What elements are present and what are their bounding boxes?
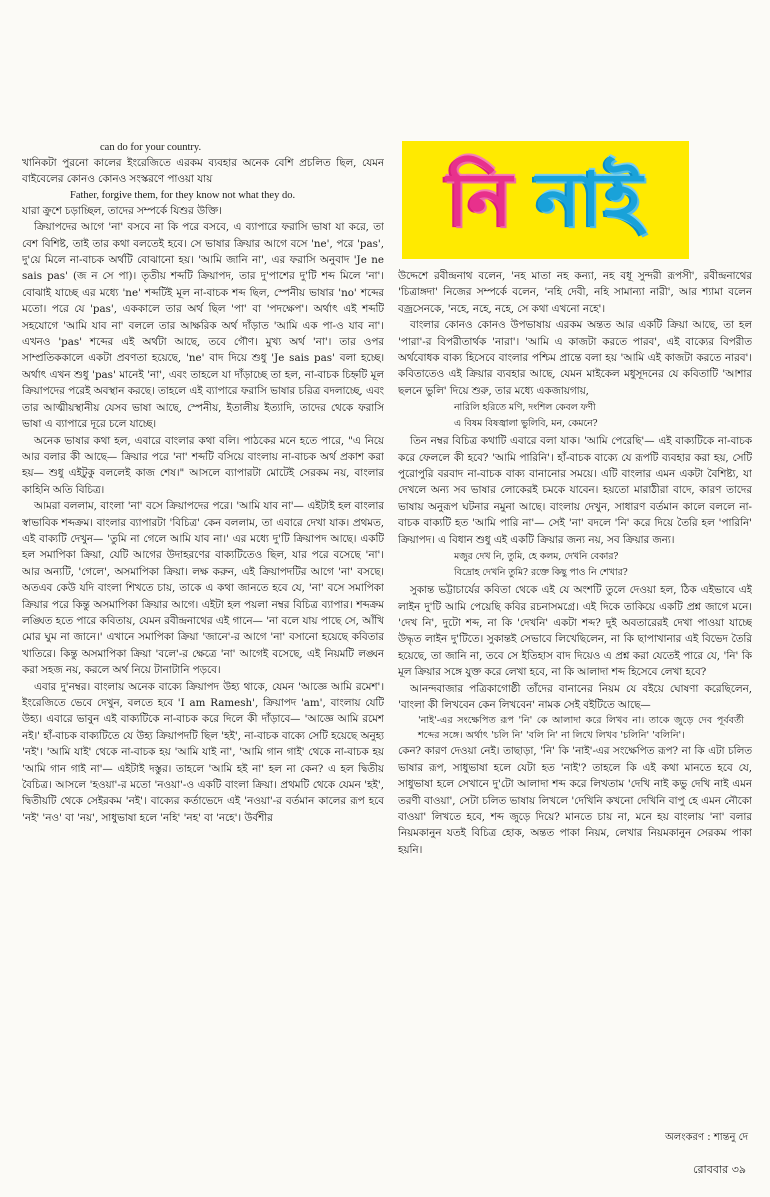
left-column xyxy=(22,140,384,1140)
paragraph: তিন নম্বর বিচিত্র কথাটি এবারে বলা যাক। 'আমি পেরেছি'— এই বাক্যটিকে না-বাচক করে ফেললে কী হবে? 'আমি পারিনি'। হাঁ-বাচক বাক্যে যে রূপটি ব্যবহার করা হয়, সেটি পুরোপুরি বরবাদ না-বাচক বাক্য বানানোর সময়ে। এটি বাংলার এমন একটা বৈশিষ্ট্য, যা দেখলে অন্য সব ভাষার লোকেরই চমকে যাবেন। হয়তো মারাঠীরা বাদে, কারণ তাদের ভাষায় অনুরূপ ঘটনার নমুনা আছে। বাংলায় দেখুন, সাধারণ বর্তমান কালে বললে না-বাচক বাক্যটি হত 'আমি পারি না'— সেই 'না' বদলে 'নি' করে দিয়ে তৈরি হল 'পারিনি' ক্রিয়াপদ। এ বিধান শুধু এই একটি ক্রিয়ার জন্য নয়, সব ক্রিয়ার জন্য। xyxy=(398,435,752,546)
verse-line: বিদ্রোহ দেখনি তুমি? রক্তে কিছু পাও নি শেখার? xyxy=(454,567,628,579)
verse-line: মজুর দেখ নি, তুমি, হে কলম, দেখনি বেকার? xyxy=(454,551,619,563)
page-folio: রোববার ৩৯ xyxy=(693,1163,746,1176)
paragraph: বাংলার কোনও কোনও উপভাষায় এরকম অন্তত আর একটি ক্রিয়া আছে, তা হল 'পারা'-র বিপরীতার্থক 'নারা'। 'আমি এ কাজটা করতে পারব', এই বাক্যের বিপরীত অর্থবোধক বাক্য হিসেবে বাংলার পশ্চিম প্রান্তে বলা হয় 'আমি এই কাজটা করতে নারব'। কবিতাতেও এই ক্রিয়ার ব্যবহার আছে, যেমন মাইকেল মধুসূদনের যে কবিতাটি 'আশার ছলনে ভুলি' দিয়ে শুরু, তার মধ্যে একজায়গায়, xyxy=(398,319,752,397)
title-part-ni: নি xyxy=(446,157,515,243)
paragraph: অনেক ভাষার কথা হল, এবারে বাংলার কথা বলি। পাঠকের মনে হতে পারে, "এ নিয়ে আর বলার কী আছে— ক্রিয়ার পরে 'না' শব্দটি বসিয়ে বাংলায় না-বাচক অর্থ প্রকাশ করা হয়— শুধু এইটুকু বললেই কাজ শেষ।" আসলে ব্যাপারটা মোটেই সেরকম নয়, বাংলার কাহিনি অতি বিচিত্র। xyxy=(22,434,384,496)
paragraph: যারা ক্রুশে চড়াচ্ছিল, তাদের সম্পর্কে যিশুর উক্তি। xyxy=(22,204,222,217)
paragraph: সুকান্ত ভট্টাচার্যের কবিতা থেকে এই যে অংশটি তুলে দেওয়া হল, ঠিক এইভাবে এই লাইন দু'টি আমি পেয়েছি কবির রচনাসমগ্রে। এই দিকে তাকিয়ে একটি প্রশ্ন জাগে মনে। 'দেখ নি', দুটো শব্দ, না কি 'দেখনি' একটা শব্দ? দুই অবতারেরই দেখা পাওয়া যাচ্ছে উদ্ধৃত লাইন দু'টিতে। সুকান্তই সেভাবে লিখেছিলেন, না কি ছাপাখানার এই বিভেদ তৈরি হয়েছে, তা জানি না, তবে সে ইতিহাস বাদ দিয়েও এ প্রশ্ন করা যেতেই পারে যে, 'নি' কি মূল ক্রিয়ার সঙ্গে যুক্ত করে লেখা হবে, না কি আলাদা শব্দ হিসেবে লেখা হবে? xyxy=(398,584,752,679)
english-quote: Father, forgive them, for they know not what they do. xyxy=(70,189,296,201)
block-quote: 'নাই'-এর সংক্ষেপিত রূপ 'নি' কে আলাদা করে লিখব না। তাকে জুড়ে দেব পূর্ববর্তী শব্দের সঙ্গে। অর্থাৎ 'চলি নি' 'বলি নি' না লিখে লিখব 'চলিনি' 'বলিনি'। xyxy=(418,715,744,742)
title-banner xyxy=(402,141,689,259)
right-column xyxy=(398,268,752,1148)
verse-line: এ বিষম বিষজ্বালা ভুলিবি, মন, কেমনে? xyxy=(454,418,598,430)
paragraph: খানিকটা পুরনো কালের ইংরেজিতে এরকম ব্যবহার অনেক বেশি প্রচলিত ছিল, যেমন বাইবেলের কোনও কোনও সংস্করণে পাওয়া যায় xyxy=(22,157,384,186)
article-title xyxy=(402,141,689,259)
paragraph: ক্রিয়াপদের আগে 'না' বসবে না কি পরে বসবে, এ ব্যাপারে ফরাসি ভাষা যা করে, তা বেশ বিশিষ্ট, তাই তার কথা বলতেই হবে। সে ভাষার ক্রিয়ার আগে বসে 'ne', পরে 'pas', দু'য়ে মিলে না-বাচক অর্থটি বোঝানো হয়। 'আমি জানি না', এর ফরাসি অনুবাদ 'Je ne sais pas' (জ ন সে পা)। তৃতীয় শব্দটি ক্রিয়াপদ, তার দু'পাশের দু'টি শব্দ মিলে 'না'। বোঝাই যাচ্ছে এর মধ্যে 'ne' শব্দটিই মূল না-বাচক শব্দ ছিল, স্পেনীয় ভাষার 'no' শব্দের মতো। পরে যে 'pas', এককালে তার অর্থ ছিল 'পা' বা 'পদক্ষেপ'। অর্থাৎ এই শব্দটি সহযোগে 'আমি যাব না' বললে তার আক্ষরিক অর্থ দাঁড়াত 'আমি এক পা-ও যাব না'। এখনও 'pas' শব্দের এই অর্থটা আছে, তবে গৌণ। মুখ্য অর্থ 'না'। তার ওপর সাম্প্রতিককালে একটা প্রবণতা হয়েছে, 'ne' বাদ দিয়ে শুধু 'Je sais pas' বলা হচ্ছে। অর্থাৎ এখন শুধু 'pas' মানেই 'না', এবং তাহলে যা দাঁড়াচ্ছে তা হল, না-বাচক চিহ্নটি মূল ক্রিয়াপদের পরেই অবস্থান করছে। তাহলে এই ব্যাপারে ফরাসি ভাষার চরিত্র বদলাচ্ছে, এবং তার আত্মীয়স্থানীয় যেসব ভাষা আছে, স্পেনীয়, ইতালীয় ইত্যাদি, তাদের থেকে ফরাসি ভাষা এ ব্যাপারে দূরে চলে যাচ্ছে। xyxy=(22,221,384,431)
verse-line: নারিলি হরিতে মণি, দংশিল কেবল ফণী xyxy=(454,402,596,414)
title-part-nai: নাই xyxy=(536,157,645,243)
paragraph: আমরা বললাম, বাংলা 'না' বসে ক্রিয়াপদের পরে। 'আমি যাব না'— এইটাই হল বাংলার স্বাভাবিক শব্দক্রম। বাংলার ব্যাপারটা 'বিচিত্র' কেন বললাম, তা এবারে দেখা যাক। প্রথমত, এই বাক্যটি দেখুন— 'তুমি না গেলে আমি যাব না।' এর মধ্যে দু'টি ক্রিয়াপদ আছে। একটি হল সমাপিকা ক্রিয়া, যেটি আগের উদাহরণের বাক্যটিতেও ছিল, যার পরে বসেছে 'না'। আর অন্যটি, 'গেলে', অসমাপিকা ক্রিয়া। লক্ষ করুন, এই ক্রিয়াপদটির আগে 'না' বসছে। অতএব কেউ যদি বাংলা শিখতে চায়, তাকে এ কথা জানতে হবে যে, 'না' বসে সমাপিকা ক্রিয়ার পরে কিন্তু অসমাপিকা ক্রিয়ার আগে। এইটা হল পয়লা নম্বর বিচিত্র ব্যাপার। শব্দক্রম লঙ্ঘিত হতে পারে কবিতায়, যেমন রবীন্দ্রনাথের এই গানে— 'না বলে যায় পাছে সে, আঁখি মোর ঘুম না জানে।' এখানে সমাপিকা ক্রিয়া 'জানে'-র আগে 'না' বসানো হয়েছে কবিতার খাতিরে। কিন্তু অসমাপিকা ক্রিয়া 'বলে'-র ক্ষেত্রে 'না' আগেই বসেছে, এই নিয়মটি লঙ্ঘন করা সহজ নয়, করলে অর্থ নিয়ে টানাটানি পড়বে। xyxy=(22,500,384,677)
paragraph: কেন? কারণ দেওয়া নেই। তাছাড়া, 'নি' কি 'নাই'-এর সংক্ষেপিত রূপ? না কি এটা চলিত ভাষার রূপ, সাধুভাষা হলে যেটা হত 'নাই'? তাহলে কি এই কথা মানতে হবে যে, সাধুভাষা হলে সেখানে দু'টো আলাদা শব্দ করে লিখতাম 'দেখি নাই কভু দেখি নাই এমন তরণী বাওয়া', সেটা চলিত ভাষায় লিখলে 'দেখিনি কখনো দেখিনি বাপু হে এমন নৌকো বাওয়া' লিখতে হবে, শব্দ জুড়ে দিয়ে? মানতে চায় না, মনে হয় বাংলায় 'না' বলার নিয়মকানুন যতই বিচিত্র হোক, অন্তত পাকা নিয়ম, লেখার নিয়মকানুন সেরকম পাকা হয়নি। xyxy=(398,745,752,856)
paragraph: উদ্দেশে রবীন্দ্রনাথ বলেন, 'নহ মাতা নহ কন্যা, নহ বধূ সুন্দরী রূপসী', রবীন্দ্রনাথের 'চিত্রাঙ্গদা' নিজের সম্পর্কে বলেন, 'নহি দেবী, নহি সামান্যা নারী', আর শ্যামা বলেন বজ্রসেনকে, 'নহে, নহে, নহে, সে কথা এখনো নহে'। xyxy=(398,270,752,315)
paragraph: এবার দু'নম্বর। বাংলায় অনেক বাক্যে ক্রিয়াপদ উহ্য থাকে, যেমন 'আজ্ঞে আমি রমেশ'। ইংরেজিতে ভেবে দেখুন, বলতে হবে 'I am Ramesh', ক্রিয়াপদ 'am', বাংলায় যেটি উহ্য। এবারে ভাবুন এই বাক্যটিকে না-বাচক করে দিলে কী দাঁড়াবে— 'আজ্ঞে আমি রমেশ নই।' হাঁ-বাচক বাক্যটিতে যে উহ্য ক্রিয়াপদটি ছিল 'হই', না-বাচক বাক্যে সেটি হয়েছে অনুহ্য 'নই'। 'আমি যাই' থেকে না-বাচক হয় 'আমি যাই না', 'আমি গান গাই' থেকে না-বাচক হয় 'আমি গান গাই না'— এইটাই দস্তুর। তাহলে 'আমি হই না' হল না কেন? এ হল দ্বিতীয় বৈচিত্র। আসলে 'হওয়া'-র মতো 'নওয়া'-ও একটি বাংলা ক্রিয়া। প্রথমটি থেকে যেমন 'হই', দ্বিতীয়টি থেকে সেইরকম 'নই'। বাক্যের কর্তাভেদে এই 'নওয়া'-র বর্তমান কালের রূপ হবে 'নই' 'নও' বা 'নয়', সাধুভাষা হলে 'নহি' 'নহ' বা 'নহে'। উর্বশীর xyxy=(22,680,384,824)
paragraph: আনন্দবাজার পত্রিকাগোষ্ঠী তাঁদের বানানের নিয়ম যে বইয়ে ঘোষণা করেছিলেন, 'বাংলা কী লিখবেন কেন লিখবেন' নামক সেই বইটিতে আছে— xyxy=(398,682,752,711)
english-quote: can do for your country. xyxy=(100,142,202,153)
illustration-credit: অলংকরণ : শান্তনু দে xyxy=(665,1132,748,1143)
